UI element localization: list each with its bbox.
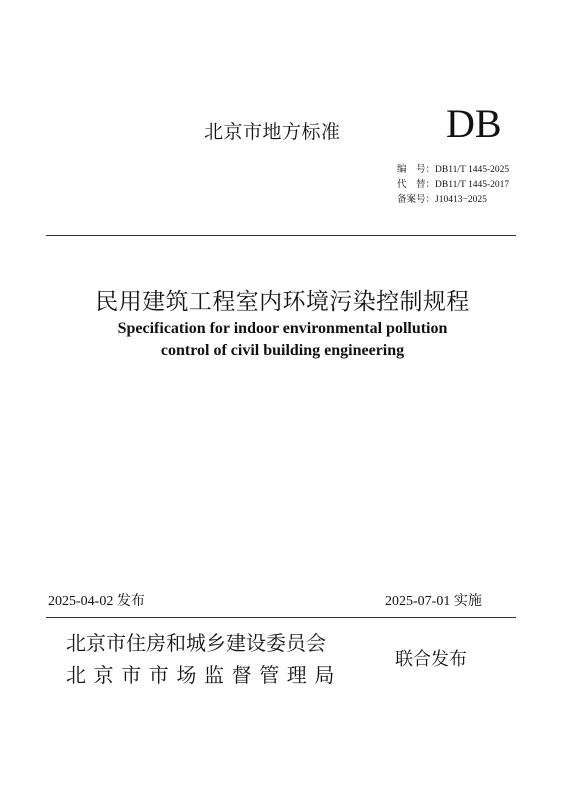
title-english-line-1: Specification for indoor environmental pollution — [117, 320, 448, 337]
issuer-housing-commission: 北京市住房和城乡建设委员会 — [66, 631, 326, 655]
title-english-line-2: control of civil building engineering — [160, 342, 405, 359]
record-number-label: 备案号： — [397, 195, 436, 205]
standard-code-mark: DB — [446, 101, 502, 146]
standard-number-label: 编 号： — [397, 165, 436, 175]
issuer-market-regulation: 北京市市场监督管理局 — [66, 663, 342, 687]
title-chinese: 民用建筑工程室内环境污染控制规程 — [95, 289, 470, 315]
joint-issue-label: 联合发布 — [395, 649, 467, 670]
title-english — [0, 318, 565, 362]
standard-type: 北京市地方标准 — [204, 121, 341, 143]
top-divider — [46, 235, 516, 236]
issue-date: 2025-04-02 发布 — [48, 594, 145, 609]
record-number-value: J10413−2025 — [435, 195, 487, 205]
standard-number-value: DB11/T 1445-2025 — [435, 165, 510, 175]
implementation-date: 2025-07-01 实施 — [385, 594, 482, 609]
bottom-divider — [46, 617, 516, 618]
replaces-value: DB11/T 1445-2017 — [435, 180, 510, 190]
standard-number-row — [397, 163, 509, 178]
replaces-row — [397, 178, 509, 193]
standard-meta-block — [397, 163, 509, 208]
record-number-row — [397, 193, 509, 208]
replaces-label: 代 替： — [397, 180, 436, 190]
